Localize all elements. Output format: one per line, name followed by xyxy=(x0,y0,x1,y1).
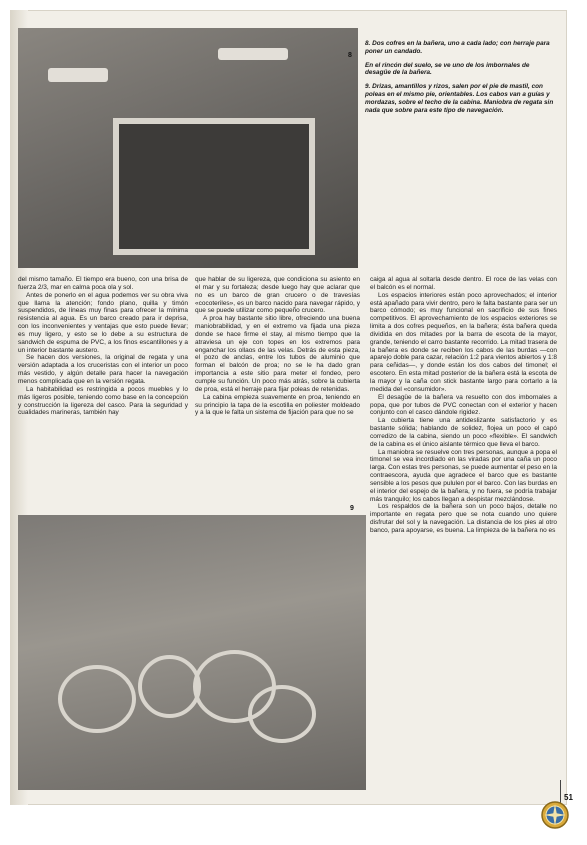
paragraph: Antes de ponerlo en el agua podemos ver su obra viva que llama la atención; fondo plano, quilla y timón suspendidos, de líneas muy finas para ofrecer la mínima resistencia al agua. Es un barco creado para ir deprisa, con los inconvenientes y ventajas que esto puede llevar; es muy ligero, y esto se lo debe a su estructura de sandwich de espuma de PVC, a los finos escantillones y a un interior bastante austero. xyxy=(18,291,188,354)
caption-9: 9. Drizas, amantillos y rizos, salen por el pie de mastil, con poleas en el mismo pie, orientables. Los cabos van a guías y mordazas, sobre el techo de la cabina. Maniobra de regata sin nada que sobre para este tipo de navegación. xyxy=(365,83,554,114)
paragraph: La maniobra se resuelve con tres personas, aunque a popa el timonel se vea incordiado en las viradas por una caña un poco larga. Con estas tres personas, se puede aumentar el peso en la contraescora, ayuda que agradece el barco que es bastante sensible a los pesos que pululen por el barco. Con las burdas en el interior del espejo de la bañera, y no fuera, se podría trabajar más tranquilo; los cabos llegan a despistar mezclándose. xyxy=(370,448,557,503)
paragraph: Los espacios interiores están poco aprovechados; el interior está apañado para vivir dentro, pero le falta bastante para ser un barco cómodo; es muy funcional en sacrificio de sus fines competitivos. El aprovechamiento de los espacios exteriores se limita a dos cofres pequeños, en la bañera; ésta bañera queda dividida en dos mitades por la barra de escota de la mayor, grande, teniendo el carro bastante recorrido. La mitad trasera de la bañera es donde se reciben los cabos de las burdas —con aparejo doble para cazar, relación 1:2 para vientos abiertos y 1:8 para ceñidas—, y donde están los dos cabos del timonel; el escotero. En esta mitad posterior de la bañera está la escota de la mayor y la caña con stick bastante largo para cortarlo a la medida del «consumidor». xyxy=(370,291,557,393)
paragraph: El desagüe de la bañera va resuelto con dos imbornales a popa, que por tubos de PVC conectan con el exterior y hacen conjunto con el casco dándole rigidez. xyxy=(370,393,557,417)
page-number: 51 xyxy=(564,793,573,802)
photo-captions xyxy=(365,40,555,120)
paragraph: La cubierta tiene una antideslizante satisfactorio y es bastante sólida; hablando de solidez, flojea un poco el capó corredizo de la cabina, siendo un poco «flexible». El sandwich de la cabina es el único aislante térmico que lleva el barco. xyxy=(370,417,557,448)
deck-ropes-photo xyxy=(18,515,366,790)
figure-8-number: 8 xyxy=(348,52,352,59)
figure-9-number: 9 xyxy=(350,505,354,512)
paragraph: La cabina empieza suavemente en proa, teniendo en su principio la tapa de la escotilla en poliester moldeado y a la que le falta un sistema de fijación para que no se xyxy=(195,393,360,417)
cockpit-locker xyxy=(113,118,315,255)
article-column-1 xyxy=(18,276,188,417)
article-column-2 xyxy=(195,276,360,417)
caption-8: 8. Dos cofres en la bañera, uno a cada lado; con herraje para poner un candado. xyxy=(365,40,550,55)
caption-8b: En el rincón del suelo, se ve uno de los imbornales de desagüe de la bañera. xyxy=(365,61,530,77)
paragraph: que hablar de su ligereza, que condiciona su asiento en el mar y su fortaleza; desde luego hay que aclarar que no es un barco de gran crucero o de travesías «cocoteriles», es un barco nacido para navegar rápido, y que se puede utilizar como pequeño crucero. xyxy=(195,276,360,315)
paragraph: A proa hay bastante sitio libre, ofreciendo una buena maniobrabilidad, y en el extremo va fijada una pieza donde se hace firme el stay, al mismo tiempo que la atraviesa un eje con topes en los extremos para enganchar los ollaos de las velas. Detrás de esta pieza, el pozo de anclas, entre los tubos de aluminio que forman el balcón de proa; no se le ha dado gran importancia a este sitio para meter el fondeo, pero cumple su función. Un poco más atrás, sobre la cubierta de proa, está el herraje para fijar poleas de retenidas. xyxy=(195,315,360,393)
compass-rose-emblem-icon xyxy=(540,800,570,830)
cockpit-photo xyxy=(18,28,358,268)
paragraph: caiga al agua al soltarla desde dentro. El roce de las velas con el balcón es el normal. xyxy=(370,276,557,291)
paragraph: La habitabilidad es restringida a pocos muebles y lo más ligeros posible, teniendo como base en la concepción y construcción la ligereza del casco. Para la seguridad y cualidades marineras, también hay xyxy=(18,385,188,417)
magazine-page xyxy=(10,10,573,805)
paragraph: del mismo tamaño. El tiempo era bueno, con una brisa de fuerza 2/3, mar en calma poca ola y sol. xyxy=(18,276,188,291)
paragraph: Se hacen dos versiones, la original de regata y una versión adaptada a los cruceristas con el interior un poco más vestido, y algún detalle para hacer la navegación menos complicada que en la versión regata. xyxy=(18,354,188,385)
article-column-3 xyxy=(370,276,557,535)
paragraph: Los respaldos de la bañera son un poco bajos, detalle no importante en regata pero que se nota cuando uno quiere disfrutar del sol y la navegación. La distancia de los pies al otro banco, para apoyarse, es buena. La limpieza de la bañera no es xyxy=(370,503,557,534)
